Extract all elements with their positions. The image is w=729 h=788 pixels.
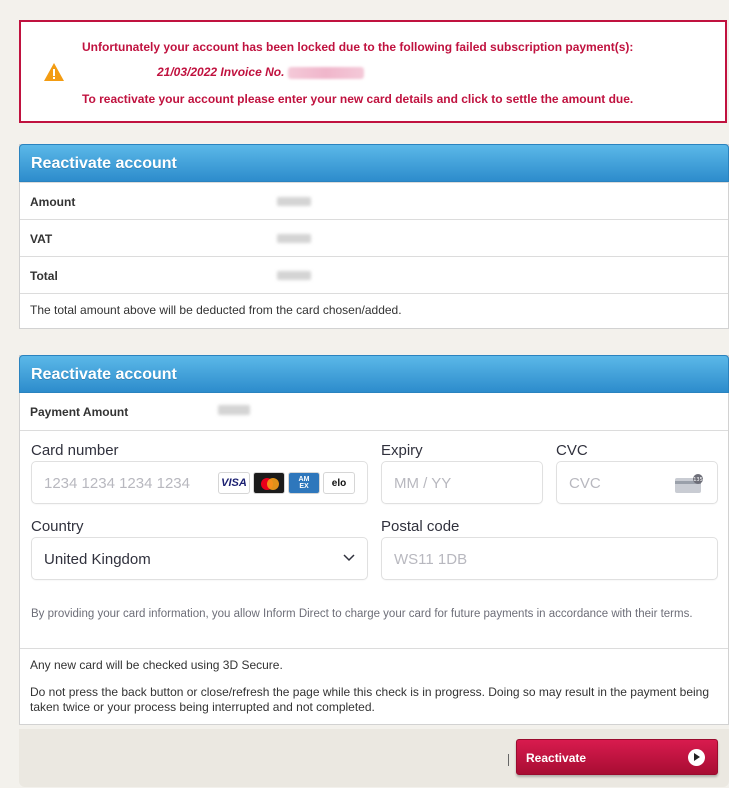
account-locked-alert	[19, 20, 727, 123]
amount-label: Amount	[30, 195, 76, 209]
summary-panel	[19, 144, 729, 329]
amount-row	[20, 182, 728, 219]
country-select[interactable]: United Kingdom	[31, 537, 368, 580]
amex-icon: AM EX	[288, 472, 320, 494]
elo-icon: elo	[323, 472, 355, 494]
vat-label: VAT	[30, 232, 53, 246]
redacted-total	[277, 271, 311, 280]
action-bar	[19, 729, 729, 787]
alert-instructions: To reactivate your account please enter your new card details and click to settle the amount due.	[82, 92, 634, 106]
card-brands	[218, 472, 355, 494]
summary-title: Reactivate account	[19, 144, 729, 182]
secure-info	[20, 648, 728, 724]
separator	[508, 754, 509, 766]
payment-panel	[19, 355, 729, 725]
redacted-payment-amount	[218, 405, 250, 415]
country-label: Country	[31, 518, 84, 535]
total-label: Total	[30, 269, 58, 283]
card-form	[20, 431, 728, 648]
payment-title: Reactivate account	[19, 355, 729, 393]
card-number-input[interactable]: 1234 1234 1234 1234 VISA AM EX elo	[31, 461, 368, 504]
visa-icon: VISA	[218, 472, 250, 494]
payment-amount-label: Payment Amount	[30, 405, 129, 419]
cvc-label: CVC	[556, 442, 588, 459]
warning-icon	[43, 62, 65, 82]
svg-text:135: 135	[693, 477, 703, 483]
do-not-refresh-note: Do not press the back button or close/refresh the page while this check is in progress. Doing so may result in the payment being taken twice or your process being interrupted and not completed.	[30, 685, 710, 714]
redacted-invoice-number	[288, 67, 364, 79]
reactivate-button[interactable]: Reactivate	[516, 739, 718, 775]
payment-amount-row	[20, 393, 728, 431]
alert-message: Unfortunately your account has been locked due to the following failed subscription payment(s):	[82, 40, 634, 54]
total-row	[20, 256, 728, 293]
cvc-input[interactable]: CVC 135	[556, 461, 718, 504]
deduction-note: The total amount above will be deducted from the card chosen/added.	[20, 293, 728, 328]
alert-invoice: 21/03/2022 Invoice No.	[157, 65, 364, 79]
vat-row	[20, 219, 728, 256]
mastercard-icon	[253, 472, 285, 494]
card-number-label: Card number	[31, 442, 119, 459]
3d-secure-note: Any new card will be checked using 3D Secure.	[30, 658, 283, 672]
postal-code-label: Postal code	[381, 518, 460, 535]
redacted-amount	[277, 197, 311, 206]
chevron-down-icon	[343, 554, 355, 562]
postal-code-input[interactable]: WS11 1DB	[381, 537, 718, 580]
expiry-label: Expiry	[381, 442, 423, 459]
cvc-card-icon	[675, 474, 705, 494]
redacted-vat	[277, 234, 311, 243]
expiry-input[interactable]: MM / YY	[381, 461, 543, 504]
card-terms-text: By providing your card information, you allow Inform Direct to charge your card for future payments in accordance with their terms.	[31, 608, 693, 620]
arrow-right-icon	[688, 749, 705, 766]
